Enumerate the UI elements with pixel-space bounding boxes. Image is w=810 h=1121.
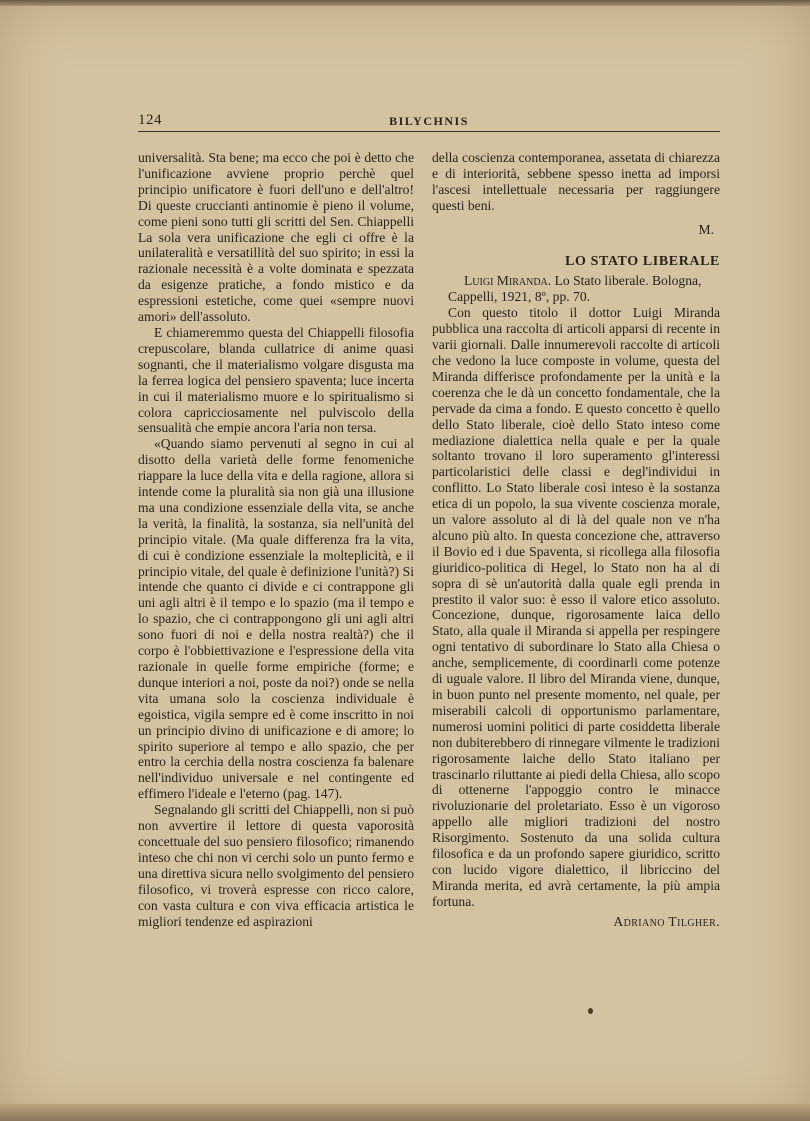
book-author: Luigi Miranda. [464,273,552,289]
ink-spot [588,1008,593,1014]
header-rule [138,131,720,132]
review-paragraph: Con questo titolo il dottor Luigi Miranda pubblica una raccolta di articoli apparsi di recente in varii giornali. Dalle innumerevoli raccolte di articoli che vedono la luce composte in volume, questa del Miranda differisce profondamente per la unità e la coerenza che le dà un concetto fondamentale, che la pervade da cima a fondo. E questo concetto è quello dello Stato liberale, cioè dello Stato inteso come mediazione dialettica nella quale e per la quale soltanto trovano il loro superamento gl'interessi particolaristici delle classi e degl'individui in conflitto. Lo Stato liberale così inteso è la sostanza etica di un popolo, la sua vivente coscienza morale, un valore assoluto al di là del quale non ve n'ha alcuno più alto. In questa concezione che, attraverso il Bovio ed i due Spaventa, si ricollega alla filosofia giuridico-politica di Hegel, lo Stato non ha al di sopra di sè un'autorità dalla quale egli prenda in prestito il valor suo: è esso il valore etico assoluto. Concezione, dunque, rigorosamente laica dello Stato, alla quale il Miranda si appella per respingere ogni tentativo di subordinare lo Stato alla Chiesa o anche, semplicemente, di coordinarli come potenze di uguale valore. Il libro del Miranda viene, dunque, in buon punto nel presente momento, nel quale, per miserabili calcoli di opportunismo parlamentare, numerosi uomini politici di parte cosiddetta liberale non dubiterebbero di rinnegare vilmente le tradizioni rigorosamente laiche dello Stato italiano per trascinarlo riluttante ai piedi della Chiesa, allo scopo di ottenerne l'appoggio contro le minacce rivoluzionarie del proletariato. Esso è un vigoroso appello alle migliori tradizioni del nostro Risorgimento. Sostenuto da una solida cultura filosofica e da un profondo sapere giuridico, scritto con lucido vigore dialettico, il libriccino del Miranda merita, ed avrà certamente, la più ampia fortuna. [432,305,720,909]
paragraph: E chiameremmo questa del Chiappelli filosofia crepuscolare, blanda cullatrice di anime quasi sognanti, che il materialismo volgare disgusta ma la ferrea logica del pensiero spaventa; luce incerta in cui il materialismo muore e lo spiritualismo si colora capricciosamente nel pulviscolo della sensualità che empie ancora l'aria non tersa. [138,324,414,436]
review-signature: M. [698,221,714,237]
page-bottom-edge [0,1104,810,1121]
running-title: BILYCHNIS [389,114,469,128]
section-title: LO STATO LIBERALE [565,253,720,269]
bibliographic-entry [432,273,720,305]
paragraph: universalità. Sta bene; ma ecco che poi è detto che l'unificazione avviene proprio perchè quel principio unificatore è fuori dell'uno e dell'altro! Di queste cruccianti antinomie è pieno il volume, come pieni sono tutti gli scritti del Sen. Chiappelli La sola vera unificazione che egli ci offre è la unilateralità e versatillità del suo spirito; in essi la razionale necessità è a volte dominata e spezzata da esigenze pratiche, a fondo mistico e da espressioni estetiche, come quei «sempre nuovi amori» dell'assoluto. [138,150,414,325]
paragraph: Segnalando gli scritti del Chiappelli, non si può non avvertire il lettore di questa vaporosità concettuale del suo pensiero filosofico; rimanendo inteso che chi non vi cerchi solo un punto fermo e una direttiva sicura nello svolgimento del pensiero filosofico, vi troverà espresse con ricco calore, con vasta cultura e con viva efficacia artistica le migliori tendenze ed aspirazioni [138,802,414,929]
page-number: 124 [138,112,162,128]
page-top-edge [0,0,810,6]
quote-paragraph: «Quando siamo pervenuti al segno in cui al disotto della varietà delle forme fenomeniche riappare la luce della vita e della ragione, allora si intende come la pluralità sia non già una illusione ma una condizione essenziale della vita, se anche la verità, la finalità, la sostanza, sia nell'unità del principio vitale. (Ma quale differenza fra la vita, di cui è condizione essenziale la molteplicità, e il principio vitale, del quale è definizione l'unità?) Si intende che quanto ci divide e ci contrappone gli uni agli altri è il tempo e lo spazio (ma il tempo e lo spazio, che ci contrappongono gli uni agli altri sono fuori di noi e della nostra realtà?) che il corpo è l'obbiettivazione e l'espressione della vita razionale in quelle forme empiriche (forme; e dunque interiori a noi, poste da noi?) onde se nella vita umana solo la coscienza individuale è egoistica, vigila sempre ed è come inscritto in noi un principio divino di unificazione e di amore; lo spirito superiore al tempo e allo spazio, che per entro la cerchia della nostra coscienza fa balenare nell'individuo universale e nel contingente ed effimero l'ideale e l'eterno (pag. 147). [138,436,414,802]
left-column [138,150,414,929]
right-column [432,150,720,930]
continuation-paragraph: della coscienza contemporanea, assetata di chiarezza e di interiorità, sebbene spesso inetta ad imporsi l'ascesi intellettuale necessaria per raggiungere questi beni. [432,150,720,213]
book-details: Lo Stato liberale. Bologna, Cappelli, 1921, 8º, pp. 70. [448,273,702,305]
review-author: Adriano Tilgher. [613,913,720,929]
